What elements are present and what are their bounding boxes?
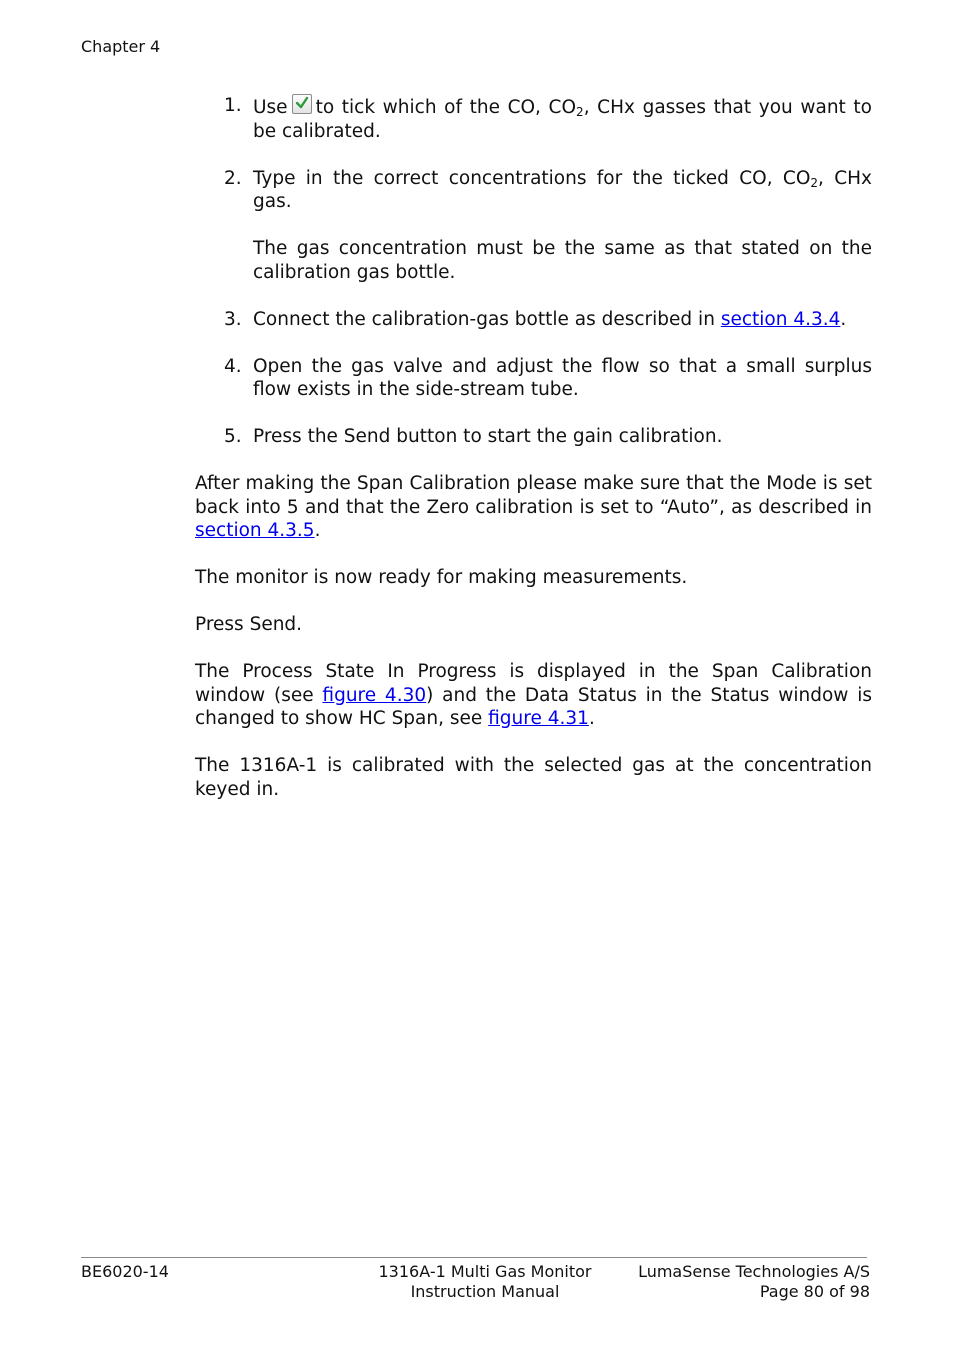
calibrated-paragraph: The 1316A-1 is calibrated with the selected gas at the concentration keyed in. xyxy=(195,755,872,800)
footer-page-number: Page 80 of 98 xyxy=(759,1281,870,1301)
process-state-paragraph: The Process State In Progress is displayed in the Span Calibration window (see figure 4.30) and the Data Status in the Status window is changed to show HC Span, see figure 4.31. xyxy=(195,661,872,729)
figure-4-30-link[interactable]: figure 4.30 xyxy=(322,684,427,706)
footer-company-page xyxy=(600,1262,870,1301)
step-number: 1 . xyxy=(224,94,242,118)
checkbox-tick-icon xyxy=(292,94,312,114)
calibration-steps xyxy=(195,94,872,449)
step-number: 5 . xyxy=(224,425,242,449)
section-4-3-4-link[interactable]: section 4.3.4 xyxy=(720,308,841,330)
step-3: 3 . Connect the calibration-gas bottle as described in section 4.3.4. xyxy=(195,308,872,332)
footer-title xyxy=(340,1262,630,1301)
press-send-paragraph: Press Send. xyxy=(195,614,303,635)
footer-divider xyxy=(81,1257,867,1258)
footer-manual: Instruction Manual xyxy=(410,1281,560,1301)
step-5: 5 . Press the Send button to start the gain calibration. xyxy=(195,425,872,449)
step-number: 3 . xyxy=(224,308,242,332)
page-content xyxy=(195,94,872,825)
footer-company: LumaSense Technologies A/S xyxy=(638,1262,870,1281)
step-2-note: The gas concentration must be the same as that stated on the calibration gas bottle. xyxy=(253,238,872,283)
ready-paragraph: The monitor is now ready for making measurements. xyxy=(195,567,688,588)
figure-4-31-link[interactable]: figure 4.31 xyxy=(488,708,589,729)
footer-product: 1316A-1 Multi Gas Monitor xyxy=(378,1262,592,1281)
after-span-paragraph: After making the Span Calibration please make sure that the Mode is set back into 5 and that the Zero calibration is set to “Auto”, as described in section 4.3.5. xyxy=(195,473,872,541)
footer-doc-id: BE6020-14 xyxy=(81,1262,169,1281)
section-4-3-5-link[interactable]: section 4.3.5 xyxy=(195,520,315,541)
step-1: 1 . Use to tick which of the CO, $CO_2$, CHx gasses that you want to be calibrated. xyxy=(195,94,872,143)
step-number: 4 . xyxy=(224,355,242,379)
chapter-header: Chapter 4 xyxy=(81,37,161,56)
step-2: 2 . Type in the correct concentrations for the ticked CO, $CO_2$, CHx gas. The gas concentration must be the same as that stated on the calibration gas bottle. xyxy=(195,167,872,285)
step-number: 2 . xyxy=(224,167,242,191)
step-4: 4 . Open the gas valve and adjust the flow so that a small surplus flow exists in the side-stream tube. xyxy=(195,355,872,402)
